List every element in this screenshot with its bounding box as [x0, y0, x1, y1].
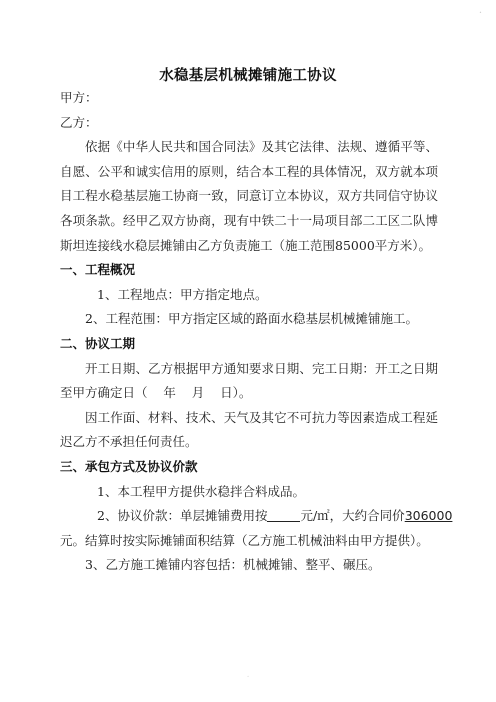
price-blank [267, 509, 300, 522]
contract-amount: 306000 [404, 508, 453, 524]
intro-line: 各项条款。经甲乙双方协商，现有中铁二十一局项目部二工区二队博 [60, 212, 438, 228]
intro-line: 目工程水稳基层施工协商一致，同意订立本协议，双方共同信守协议 [60, 188, 438, 204]
document-title: 水稳基层机械摊铺施工协议 [159, 68, 337, 84]
schedule-line: 至甲方确定日（ 年 月 日）。 [60, 385, 252, 401]
party-b-label: 乙方： [60, 114, 98, 130]
pricing-item-material: 1、本工程甲方提供水稳拌合料成品。 [97, 483, 305, 499]
document-body [60, 86, 453, 578]
delay-line: 因工作面、材料、技术、天气及其它不可抗力等因素造成工程延 [85, 409, 438, 425]
section-heading-overview: 一、工程概况 [60, 262, 136, 278]
section-heading-pricing: 三、承包方式及协议价款 [60, 458, 198, 474]
corner-mark: . [478, 5, 482, 16]
intro-paragraph [60, 135, 438, 258]
pricing-settlement-line: 元。结算时按实际摊铺面积结算（乙方施工机械油料由甲方提供）。 [60, 532, 429, 548]
page-footer-mark: . [246, 670, 250, 680]
section-heading-schedule: 二、协议工期 [60, 335, 136, 351]
intro-line: 自愿、公平和诚实信用的原则，结合本工程的具体情况，双方就本项 [60, 163, 438, 179]
pricing-item-scope: 3、乙方施工摊铺内容包括：机械摊铺、整平、碾压。 [85, 557, 381, 573]
intro-line: 斯坦连接线水稳层摊铺由乙方负责施工（施工范围85000平方米）。 [60, 237, 432, 253]
delay-line: 迟乙方不承担任何责任。 [60, 434, 198, 450]
pricing-item-price [60, 504, 453, 529]
overview-item-location: 1、工程地点：甲方指定地点。 [97, 286, 268, 302]
party-a-label: 甲方： [60, 90, 98, 105]
price-unit-text: 元/㎡，大约合同价 [300, 508, 405, 524]
schedule-line: 开工日期、乙方根据甲方通知要求日期、完工日期：开工之日期 [85, 360, 438, 376]
intro-line: 依据《中华人民共和国合同法》及其它法律、法规、遵循平等、 [85, 139, 438, 155]
overview-item-scope: 2、工程范围：甲方指定区域的路面水稳基层机械摊铺施工。 [85, 311, 418, 327]
price-text: 2、协议价款：单层摊铺费用按 [97, 508, 268, 524]
